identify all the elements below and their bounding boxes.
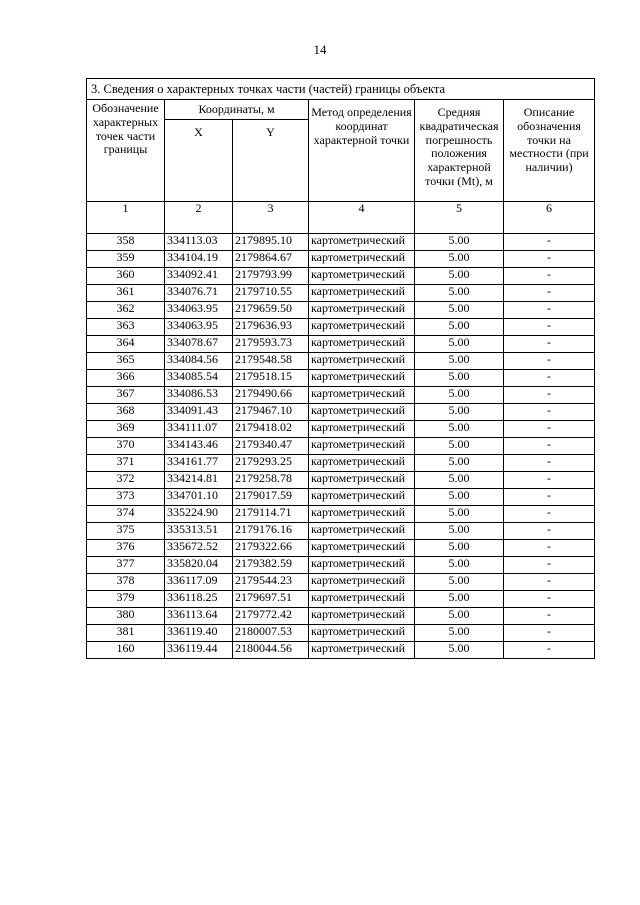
y-coordinate-cell: 2179418.02: [233, 421, 309, 438]
x-coordinate-cell: 334084.56: [165, 353, 233, 370]
method-cell: картометрический: [309, 285, 415, 302]
y-coordinate-cell: 2179636.93: [233, 319, 309, 336]
x-coordinate-cell: 334078.67: [165, 336, 233, 353]
point-number-cell: 381: [87, 625, 165, 642]
x-coordinate-cell: 334113.03: [165, 234, 233, 251]
description-cell: -: [504, 591, 595, 608]
x-coordinate-cell: 336117.09: [165, 574, 233, 591]
description-cell: -: [504, 642, 595, 659]
description-cell: -: [504, 336, 595, 353]
point-number-cell: 358: [87, 234, 165, 251]
y-coordinate-cell: 2179467.10: [233, 404, 309, 421]
header-designation: Обозначение характерных точек части границы: [87, 100, 165, 202]
header-y: Y: [233, 120, 309, 202]
description-cell: -: [504, 574, 595, 591]
description-cell: -: [504, 557, 595, 574]
error-cell: 5.00: [415, 370, 504, 387]
y-coordinate-cell: 2179176.16: [233, 523, 309, 540]
point-number-cell: 160: [87, 642, 165, 659]
table-row: [87, 336, 595, 353]
description-cell: -: [504, 370, 595, 387]
table-row: [87, 540, 595, 557]
table-row: [87, 574, 595, 591]
method-cell: картометрический: [309, 387, 415, 404]
y-coordinate-cell: 2179293.25: [233, 455, 309, 472]
table-row: [87, 370, 595, 387]
method-cell: картометрический: [309, 642, 415, 659]
table-row: [87, 523, 595, 540]
point-number-cell: 363: [87, 319, 165, 336]
x-coordinate-cell: 334092.41: [165, 268, 233, 285]
header-error: Средняя квадратическая погрешность положения характерной точки (Mt), м: [415, 100, 504, 202]
point-number-cell: 372: [87, 472, 165, 489]
x-coordinate-cell: 334063.95: [165, 319, 233, 336]
description-cell: -: [504, 438, 595, 455]
x-coordinate-cell: 336119.40: [165, 625, 233, 642]
error-cell: 5.00: [415, 302, 504, 319]
method-cell: картометрический: [309, 438, 415, 455]
point-number-cell: 359: [87, 251, 165, 268]
point-number-cell: 378: [87, 574, 165, 591]
description-cell: -: [504, 404, 595, 421]
x-coordinate-cell: 334214.81: [165, 472, 233, 489]
point-number-cell: 370: [87, 438, 165, 455]
x-coordinate-cell: 334076.71: [165, 285, 233, 302]
point-number-cell: 371: [87, 455, 165, 472]
boundary-points-table: [86, 78, 595, 659]
description-cell: -: [504, 472, 595, 489]
method-cell: картометрический: [309, 472, 415, 489]
table-row: [87, 234, 595, 251]
column-number: 4: [309, 202, 415, 234]
y-coordinate-cell: 2179322.66: [233, 540, 309, 557]
point-number-cell: 380: [87, 608, 165, 625]
error-cell: 5.00: [415, 353, 504, 370]
error-cell: 5.00: [415, 438, 504, 455]
point-number-cell: 369: [87, 421, 165, 438]
method-cell: картометрический: [309, 540, 415, 557]
table-row: [87, 251, 595, 268]
method-cell: картометрический: [309, 268, 415, 285]
y-coordinate-cell: 2179772.42: [233, 608, 309, 625]
table-row: [87, 489, 595, 506]
description-cell: -: [504, 285, 595, 302]
method-cell: картометрический: [309, 370, 415, 387]
method-cell: картометрический: [309, 591, 415, 608]
method-cell: картометрический: [309, 302, 415, 319]
method-cell: картометрический: [309, 353, 415, 370]
y-coordinate-cell: 2179864.67: [233, 251, 309, 268]
error-cell: 5.00: [415, 336, 504, 353]
x-coordinate-cell: 336118.25: [165, 591, 233, 608]
error-cell: 5.00: [415, 472, 504, 489]
y-coordinate-cell: 2179258.78: [233, 472, 309, 489]
error-cell: 5.00: [415, 251, 504, 268]
method-cell: картометрический: [309, 234, 415, 251]
x-coordinate-cell: 335820.04: [165, 557, 233, 574]
point-number-cell: 366: [87, 370, 165, 387]
table-row: [87, 608, 595, 625]
y-coordinate-cell: 2179382.59: [233, 557, 309, 574]
table-row: [87, 455, 595, 472]
column-numbers-row: [87, 202, 595, 234]
method-cell: картометрический: [309, 557, 415, 574]
table-row: [87, 387, 595, 404]
method-cell: картометрический: [309, 625, 415, 642]
point-number-cell: 377: [87, 557, 165, 574]
method-cell: картометрический: [309, 574, 415, 591]
y-coordinate-cell: 2179697.51: [233, 591, 309, 608]
y-coordinate-cell: 2179340.47: [233, 438, 309, 455]
y-coordinate-cell: 2179544.23: [233, 574, 309, 591]
point-number-cell: 361: [87, 285, 165, 302]
error-cell: 5.00: [415, 268, 504, 285]
error-cell: 5.00: [415, 319, 504, 336]
error-cell: 5.00: [415, 234, 504, 251]
y-coordinate-cell: 2179114.71: [233, 506, 309, 523]
point-number-cell: 367: [87, 387, 165, 404]
point-number-cell: 376: [87, 540, 165, 557]
table-row: [87, 506, 595, 523]
error-cell: 5.00: [415, 540, 504, 557]
x-coordinate-cell: 334104.19: [165, 251, 233, 268]
y-coordinate-cell: 2179710.55: [233, 285, 309, 302]
y-coordinate-cell: 2179895.10: [233, 234, 309, 251]
method-cell: картометрический: [309, 404, 415, 421]
error-cell: 5.00: [415, 489, 504, 506]
table-row: [87, 591, 595, 608]
x-coordinate-cell: 336113.64: [165, 608, 233, 625]
error-cell: 5.00: [415, 523, 504, 540]
description-cell: -: [504, 608, 595, 625]
x-coordinate-cell: 336119.44: [165, 642, 233, 659]
method-cell: картометрический: [309, 523, 415, 540]
error-cell: 5.00: [415, 557, 504, 574]
description-cell: -: [504, 489, 595, 506]
error-cell: 5.00: [415, 455, 504, 472]
x-coordinate-cell: 335672.52: [165, 540, 233, 557]
table-row: [87, 472, 595, 489]
y-coordinate-cell: 2179793.99: [233, 268, 309, 285]
y-coordinate-cell: 2179490.66: [233, 387, 309, 404]
description-cell: -: [504, 421, 595, 438]
column-number: 3: [233, 202, 309, 234]
method-cell: картометрический: [309, 421, 415, 438]
error-cell: 5.00: [415, 608, 504, 625]
description-cell: -: [504, 625, 595, 642]
error-cell: 5.00: [415, 642, 504, 659]
table-row: [87, 285, 595, 302]
description-cell: -: [504, 353, 595, 370]
table-row: [87, 421, 595, 438]
page-number: 14: [313, 42, 327, 57]
table-row: [87, 438, 595, 455]
x-coordinate-cell: 334161.77: [165, 455, 233, 472]
x-coordinate-cell: 334085.54: [165, 370, 233, 387]
description-cell: -: [504, 251, 595, 268]
y-coordinate-cell: 2179017.59: [233, 489, 309, 506]
y-coordinate-cell: 2179659.50: [233, 302, 309, 319]
error-cell: 5.00: [415, 506, 504, 523]
point-number-cell: 368: [87, 404, 165, 421]
method-cell: картометрический: [309, 336, 415, 353]
method-cell: картометрический: [309, 489, 415, 506]
description-cell: -: [504, 523, 595, 540]
x-coordinate-cell: 335313.51: [165, 523, 233, 540]
point-number-cell: 379: [87, 591, 165, 608]
table-row: [87, 302, 595, 319]
y-coordinate-cell: 2180007.53: [233, 625, 309, 642]
method-cell: картометрический: [309, 608, 415, 625]
description-cell: -: [504, 387, 595, 404]
error-cell: 5.00: [415, 387, 504, 404]
header-coordinates: Координаты, м: [165, 100, 309, 120]
description-cell: -: [504, 506, 595, 523]
point-number-cell: 362: [87, 302, 165, 319]
table-row: [87, 319, 595, 336]
description-cell: -: [504, 455, 595, 472]
error-cell: 5.00: [415, 285, 504, 302]
header-x: X: [165, 120, 233, 202]
error-cell: 5.00: [415, 591, 504, 608]
error-cell: 5.00: [415, 625, 504, 642]
error-cell: 5.00: [415, 404, 504, 421]
method-cell: картометрический: [309, 455, 415, 472]
table-row: [87, 625, 595, 642]
description-cell: -: [504, 234, 595, 251]
point-number-cell: 360: [87, 268, 165, 285]
method-cell: картометрический: [309, 319, 415, 336]
y-coordinate-cell: 2180044.56: [233, 642, 309, 659]
column-number: 1: [87, 202, 165, 234]
description-cell: -: [504, 540, 595, 557]
table-body: [87, 234, 595, 659]
column-number: 5: [415, 202, 504, 234]
x-coordinate-cell: 334143.46: [165, 438, 233, 455]
description-cell: -: [504, 319, 595, 336]
table-row: [87, 557, 595, 574]
section-title: 3. Сведения о характерных точках части (частей) границы объекта: [87, 79, 595, 100]
method-cell: картометрический: [309, 251, 415, 268]
description-cell: -: [504, 268, 595, 285]
x-coordinate-cell: 334086.53: [165, 387, 233, 404]
x-coordinate-cell: 334091.43: [165, 404, 233, 421]
y-coordinate-cell: 2179593.73: [233, 336, 309, 353]
table-row: [87, 353, 595, 370]
x-coordinate-cell: 335224.90: [165, 506, 233, 523]
header-method: Метод определения координат характерной точки: [309, 100, 415, 202]
point-number-cell: 373: [87, 489, 165, 506]
x-coordinate-cell: 334063.95: [165, 302, 233, 319]
x-coordinate-cell: 334701.10: [165, 489, 233, 506]
x-coordinate-cell: 334111.07: [165, 421, 233, 438]
column-number: 2: [165, 202, 233, 234]
y-coordinate-cell: 2179518.15: [233, 370, 309, 387]
column-number: 6: [504, 202, 595, 234]
point-number-cell: 364: [87, 336, 165, 353]
description-cell: -: [504, 302, 595, 319]
method-cell: картометрический: [309, 506, 415, 523]
error-cell: 5.00: [415, 421, 504, 438]
table-row: [87, 404, 595, 421]
point-number-cell: 365: [87, 353, 165, 370]
error-cell: 5.00: [415, 574, 504, 591]
header-description: Описание обозначения точки на местности (при наличии): [504, 100, 595, 202]
table-row: [87, 268, 595, 285]
table-row: [87, 642, 595, 659]
point-number-cell: 375: [87, 523, 165, 540]
y-coordinate-cell: 2179548.58: [233, 353, 309, 370]
point-number-cell: 374: [87, 506, 165, 523]
